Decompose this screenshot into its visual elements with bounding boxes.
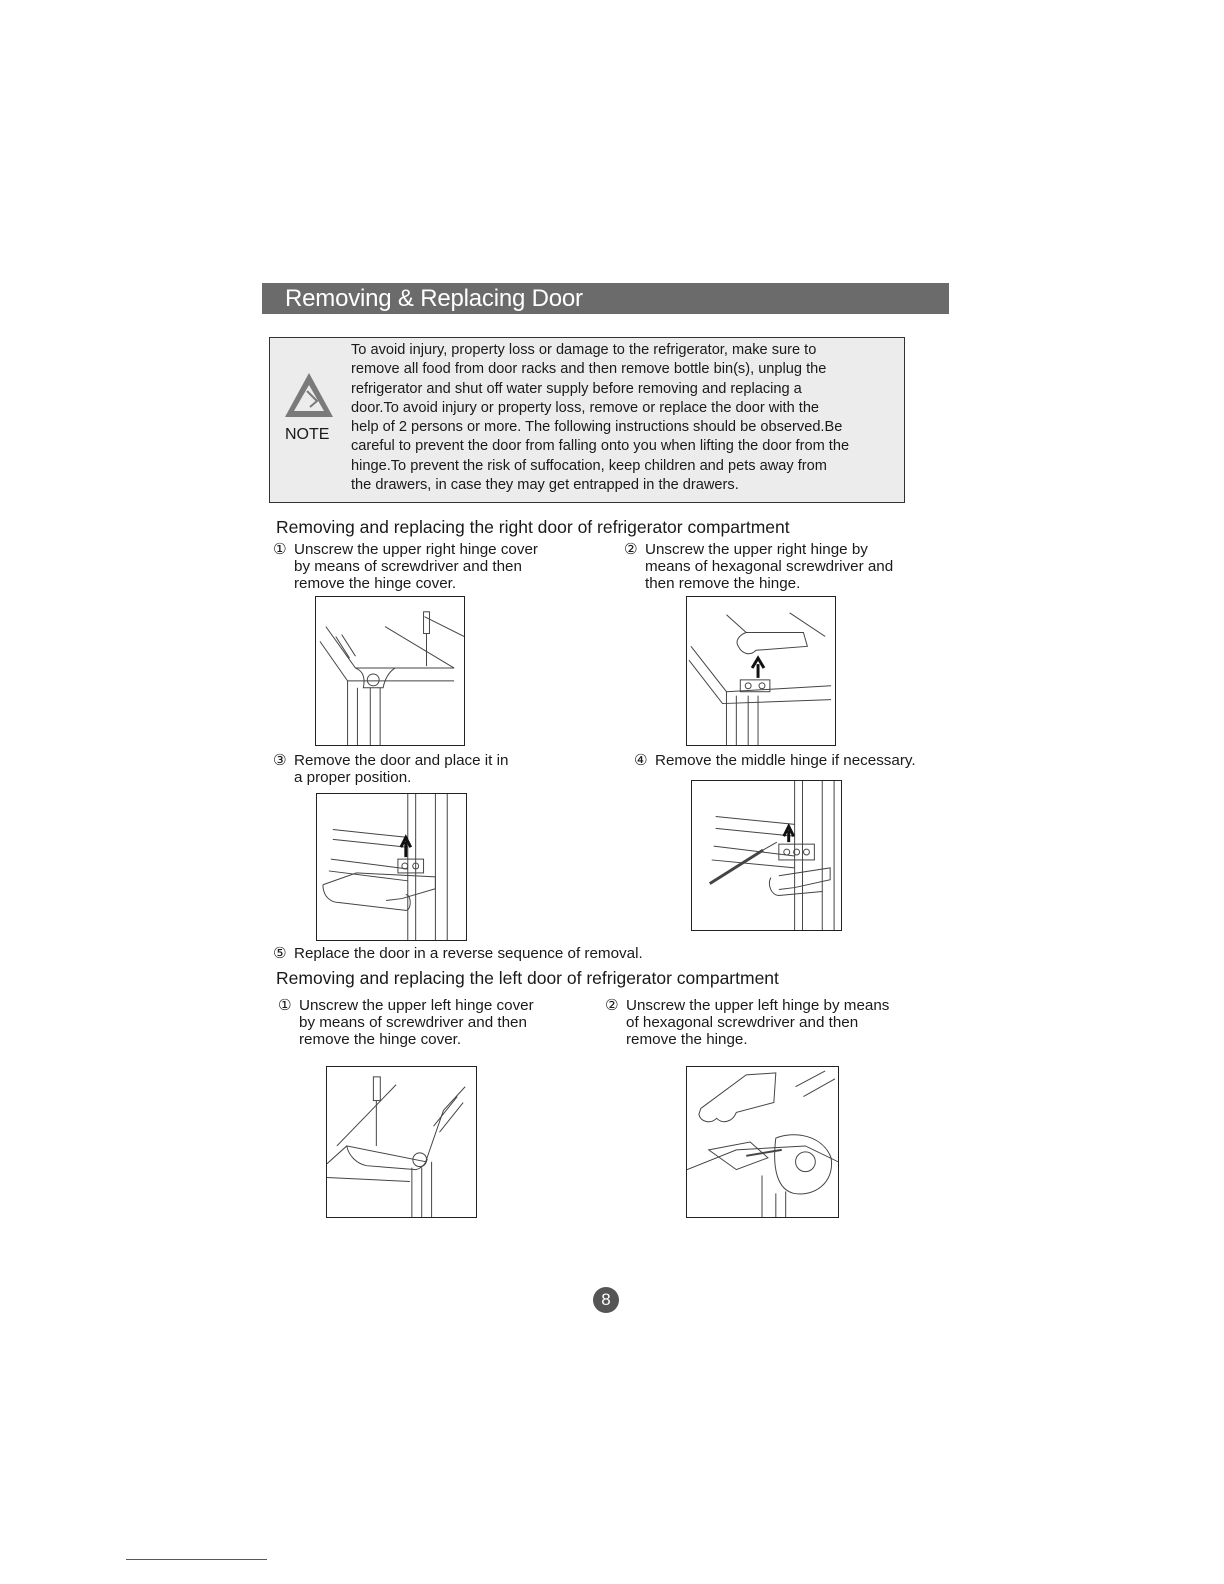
step-line: Replace the door in a reverse sequence of removal. — [294, 945, 643, 962]
step-number: ② — [605, 997, 619, 1014]
note-line: careful to prevent the door from falling onto you when lifting the door from the — [351, 438, 850, 455]
step-number: ① — [273, 541, 287, 558]
note-line: refrigerator and shut off water supply before removing and replacing a — [351, 380, 802, 397]
step-line: Remove the middle hinge if necessary. — [655, 752, 916, 769]
warning-triangle-icon — [283, 371, 335, 419]
step-number: ② — [624, 541, 638, 558]
right-step-1 — [273, 541, 593, 592]
step-line: Remove the door and place it in — [294, 752, 509, 769]
step-line: Unscrew the upper left hinge by means — [626, 997, 890, 1014]
step-line: remove the hinge cover. — [294, 575, 457, 592]
step-line: Unscrew the upper left hinge cover — [299, 997, 534, 1014]
note-text — [351, 341, 903, 495]
note-line: hinge.To prevent the risk of suffocation, keep children and pets away from — [351, 457, 827, 474]
right-step-2 — [624, 541, 944, 592]
left-step-1 — [278, 997, 598, 1048]
step-line: remove the hinge cover. — [299, 1031, 462, 1048]
note-label: NOTE — [285, 426, 330, 443]
figure-remove-door — [316, 793, 467, 941]
step-line: by means of screwdriver and then — [294, 558, 522, 575]
figure-remove-middle-hinge — [691, 780, 842, 931]
step-line: of hexagonal screwdriver and then — [626, 1014, 859, 1031]
note-line: help of 2 persons or more. The following instructions should be observed.Be — [351, 419, 843, 436]
step-line: Unscrew the upper right hinge by — [645, 541, 868, 558]
step-line: then remove the hinge. — [645, 575, 801, 592]
figure-right-hinge-removal — [686, 596, 836, 746]
note-line: remove all food from door racks and then remove bottle bin(s), unplug the — [351, 361, 827, 378]
right-door-heading: Removing and replacing the right door of refrigerator compartment — [276, 517, 790, 537]
figure-left-hinge-cover — [326, 1066, 477, 1218]
right-step-4 — [634, 752, 954, 769]
page-number-badge: 8 — [593, 1287, 619, 1313]
step-line: Unscrew the upper right hinge cover — [294, 541, 538, 558]
note-line: door.To avoid injury or property loss, remove or replace the door with the — [351, 399, 820, 416]
step-number: ① — [278, 997, 292, 1014]
page-title: Removing & Replacing Door — [262, 283, 949, 314]
step-line: remove the hinge. — [626, 1031, 748, 1048]
note-line: the drawers, in case they may get entrapped in the drawers. — [351, 477, 739, 494]
footer-divider — [126, 1559, 267, 1560]
step-line: by means of screwdriver and then — [299, 1014, 527, 1031]
step-number: ③ — [273, 752, 287, 769]
right-step-3 — [273, 752, 593, 786]
step-line: a proper position. — [294, 769, 412, 786]
step-number: ④ — [634, 752, 648, 769]
right-step-5 — [273, 945, 773, 962]
left-step-2 — [605, 997, 935, 1048]
figure-right-hinge-cover — [315, 596, 465, 746]
step-number: ⑤ — [273, 945, 287, 962]
step-line: means of hexagonal screwdriver and — [645, 558, 894, 575]
note-line: To avoid injury, property loss or damage to the refrigerator, make sure to — [351, 342, 817, 358]
left-door-heading: Removing and replacing the left door of refrigerator compartment — [276, 968, 779, 988]
figure-left-hinge-removal — [686, 1066, 839, 1218]
